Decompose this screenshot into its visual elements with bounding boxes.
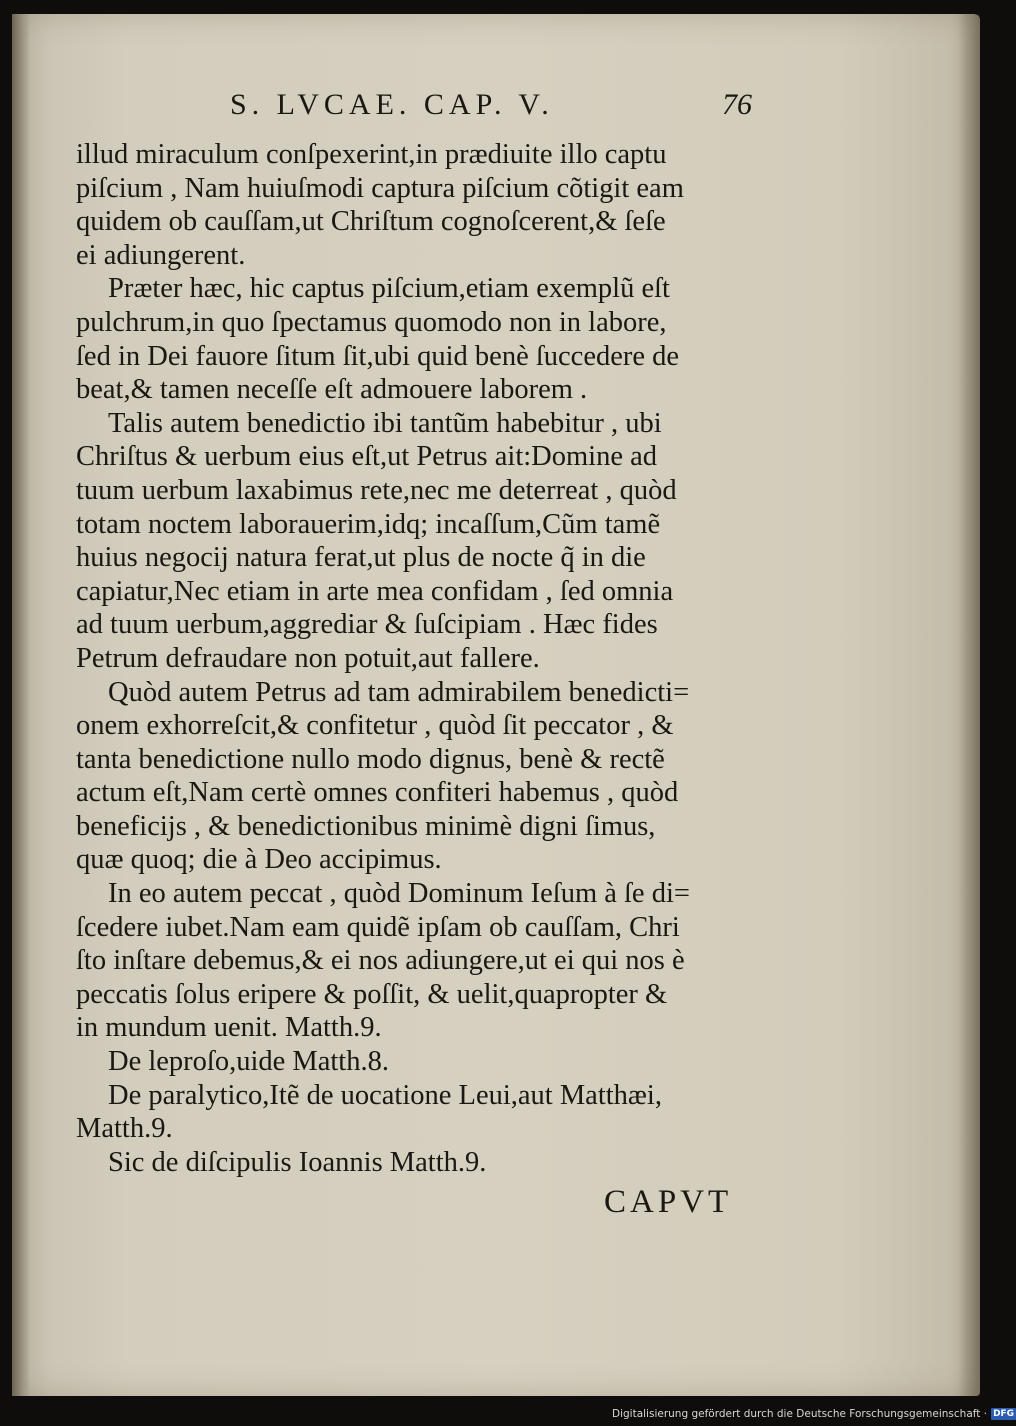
digitization-credit <box>612 1408 1016 1424</box>
dfg-logo-icon: DFG <box>993 1409 1015 1419</box>
text-line: onem exhorreſcit,& confitetur , quòd ſit peccator , & <box>76 710 674 742</box>
text-line: quæ quoq; die à Deo accipimus. <box>76 844 442 876</box>
body-text <box>76 138 776 1179</box>
catchword-wrap <box>604 1184 732 1221</box>
text-line: capiatur,Nec etiam in arte mea confidam , ſed omnia <box>76 575 674 607</box>
paragraph-start-line: Præter hæc, hic captus piſcium,etiam exemplũ eſt <box>108 273 670 305</box>
paragraph-start-line: Quòd autem Petrus ad tam admirabilem benedicti= <box>108 676 690 708</box>
text-line: illud miraculum conſpexerint,in prædiuite illo captu <box>76 139 667 170</box>
text-line: huius negocij natura ferat,ut plus de nocte q̃ in die <box>76 542 646 574</box>
text-line: peccatis ſolus eripere & poſſit, & uelit,quapropter & <box>76 978 668 1010</box>
text-line: tanta benedictione nullo modo dignus, benè & rectẽ <box>76 743 665 775</box>
paragraph-start-line: In eo autem peccat , quòd Dominum Ieſum à ſe di= <box>108 878 690 910</box>
page-gutter <box>12 14 30 1396</box>
text-line: beneficijs , & benedictionibus minimè digni ſimus, <box>76 810 656 842</box>
running-head: S. LVCAE. CAP. V. <box>230 88 554 121</box>
text-line: piſcium , Nam huiuſmodi captura piſcium cõtigit eam <box>76 172 684 204</box>
text-line: Matth.9. <box>76 1113 173 1145</box>
text-line: actum eſt,Nam certè omnes confiteri habemus , quòd <box>76 777 679 809</box>
text-line: ad tuum uerbum,aggrediar & ſuſcipiam . Hæc fides <box>76 609 658 641</box>
text-line: quidem ob cauſſam,ut Chriſtum cognoſcerent,& ſeſe <box>76 206 666 238</box>
text-line: Petrum defraudare non potuit,aut fallere. <box>76 642 540 674</box>
text-line: in mundum uenit. Matth.9. <box>76 1012 382 1044</box>
text-line: totam noctem laborauerim,idq; incaſſum,Cũm tamẽ <box>76 508 661 540</box>
credit-text: Digitalisierung gefördert durch die Deutsche Forschungsgemeinschaft · <box>612 1408 988 1420</box>
page-number: 76 <box>722 88 752 121</box>
paragraph-start-line: De paralytico,Itẽ de uocatione Leui,aut Matthæi, <box>108 1079 662 1111</box>
paragraph-start-line: Sic de diſcipulis Ioannis Matth.9. <box>108 1146 487 1178</box>
text-line: pulchrum,in quo ſpectamus quomodo non in labore, <box>76 306 667 338</box>
page-edge-shadow <box>958 14 980 1396</box>
text-line: ſcedere iubet.Nam eam quidẽ ipſam ob cauſſam, Chri <box>76 911 680 943</box>
text-line: Chriſtus & uerbum eius eſt,ut Petrus ait:Domine ad <box>76 441 658 473</box>
text-line: ei adiungerent. <box>76 239 246 271</box>
text-line: ſto inſtare debemus,& ei nos adiungere,ut ei qui nos è <box>76 945 685 977</box>
text-line: tuum uerbum laxabimus rete,nec me deterreat , quòd <box>76 474 677 506</box>
text-line: beat,& tamen neceſſe eſt admouere laborem . <box>76 374 588 406</box>
paragraph-start-line: Talis autem benedictio ibi tantũm habebitur , ubi <box>108 407 662 439</box>
paragraph-start-line: De leproſo,uide Matth.8. <box>108 1046 389 1078</box>
page-header <box>12 88 980 128</box>
text-line: ſed in Dei fauore ſitum ſit,ubi quid benè ſuccedere de <box>76 340 680 372</box>
book-page <box>12 14 980 1396</box>
catchword: CAPVT <box>604 1184 733 1220</box>
